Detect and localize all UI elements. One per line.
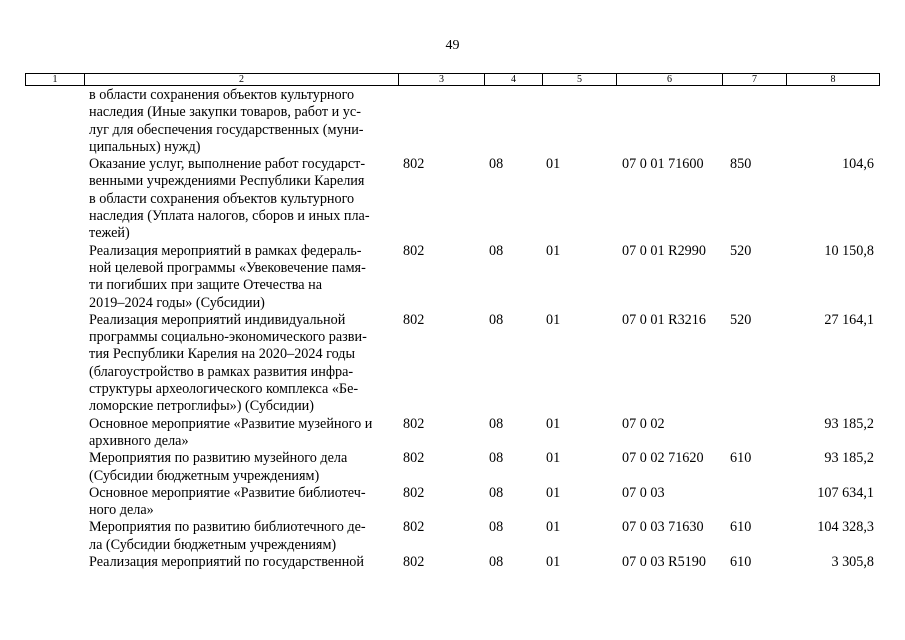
row-name (89, 243, 399, 312)
row-grbs: 802 (403, 311, 425, 328)
row-grbs: 802 (403, 484, 425, 501)
row-target-article: 07 0 01 71600 (622, 156, 704, 173)
table-row (25, 312, 880, 416)
row-name (89, 485, 399, 520)
row-section: 08 (489, 242, 504, 259)
row-name (89, 519, 399, 554)
page-number: 49 (445, 38, 460, 53)
row-name-line: архивного дела» (89, 432, 189, 449)
row-name-line: Мероприятия по развитию музейного дела (89, 450, 348, 467)
header-cell-7: 7 (723, 74, 787, 85)
header-cell-2: 2 (85, 74, 399, 85)
header-cell-4: 4 (485, 74, 543, 85)
row-amount: 27 164,1 (824, 311, 874, 328)
row-target-article: 07 0 02 (622, 415, 665, 432)
row-name-line: наследия (Иные закупки товаров, работ и ус- (89, 104, 361, 121)
row-target-article: 07 0 03 R5190 (622, 554, 706, 571)
row-name-line: ла (Субсидии бюджетным учреждениям) (89, 536, 337, 553)
row-target-article: 07 0 03 71630 (622, 519, 704, 536)
row-name-line: тия Республики Карелия на 2020–2024 годы (89, 346, 356, 363)
row-name (89, 156, 399, 242)
row-name-line: (Субсидии бюджетным учреждениям) (89, 467, 320, 484)
row-name-line: Мероприятия по развитию библиотечного де- (89, 519, 366, 536)
row-subsection: 01 (546, 519, 561, 536)
row-name-line: Реализация мероприятий по государственной (89, 554, 364, 571)
header-cell-6: 6 (617, 74, 723, 85)
row-grbs: 802 (403, 450, 425, 467)
row-grbs: 802 (403, 242, 425, 259)
header-cell-8: 8 (830, 74, 836, 85)
row-name-line: ципальных) нужд) (89, 138, 201, 155)
row-section: 08 (489, 519, 504, 536)
row-target-article: 07 0 03 (622, 484, 665, 501)
row-name-line: Основное мероприятие «Развитие библиотеч- (89, 484, 366, 501)
row-name-line: ти погибших при защите Отечества на (89, 277, 323, 294)
row-name (89, 87, 399, 156)
row-expense-type: 610 (730, 450, 752, 467)
row-grbs: 802 (403, 519, 425, 536)
row-amount: 107 634,1 (817, 484, 874, 501)
row-name-line: Основное мероприятие «Развитие музейного и (89, 415, 373, 432)
row-section: 08 (489, 450, 504, 467)
row-section: 08 (489, 415, 504, 432)
row-subsection: 01 (546, 156, 561, 173)
table-row (25, 485, 880, 520)
row-amount: 104 328,3 (817, 519, 874, 536)
row-subsection: 01 (546, 242, 561, 259)
row-name-line: тежей) (89, 225, 130, 242)
row-name-line: ломорские петроглифы») (Субсидии) (89, 398, 314, 415)
row-name-line: структуры археологического комплекса «Бе- (89, 381, 359, 398)
row-name-line: венными учреждениями Республики Карелия (89, 173, 365, 190)
row-name-line: луг для обеспечения государственных (муни- (89, 121, 364, 138)
row-target-article: 07 0 01 R2990 (622, 242, 706, 259)
table-row (25, 416, 880, 451)
row-section: 08 (489, 311, 504, 328)
row-section: 08 (489, 554, 504, 571)
header-cell-5: 5 (543, 74, 617, 85)
row-name (89, 554, 399, 571)
row-name-line: (благоустройство в рамках развития инфра- (89, 363, 354, 380)
row-subsection: 01 (546, 415, 561, 432)
row-name-line: в области сохранения объектов культурного (89, 190, 355, 207)
table-row (25, 243, 880, 312)
header-cell-1: 1 (26, 74, 85, 85)
row-target-article: 07 0 02 71620 (622, 450, 704, 467)
row-section: 08 (489, 484, 504, 501)
row-section: 08 (489, 156, 504, 173)
row-amount: 10 150,8 (824, 242, 874, 259)
row-name (89, 312, 399, 416)
row-name (89, 450, 399, 485)
row-name-line: 2019–2024 годы» (Субсидии) (89, 294, 265, 311)
row-name-line: Реализация мероприятий в рамках федераль- (89, 242, 362, 259)
row-name-line: программы социально-экономического разви- (89, 329, 367, 346)
row-expense-type: 850 (730, 156, 752, 173)
row-expense-type: 520 (730, 311, 752, 328)
row-name-line: ной целевой программы «Увековечение памя- (89, 259, 366, 276)
row-name-line: в области сохранения объектов культурного (89, 87, 355, 103)
table-row (25, 450, 880, 485)
table-row (25, 519, 880, 554)
row-subsection: 01 (546, 484, 561, 501)
row-name (89, 416, 399, 451)
table-row (25, 554, 880, 571)
row-amount: 104,6 (842, 156, 874, 173)
row-grbs: 802 (403, 415, 425, 432)
row-amount: 93 185,2 (824, 450, 874, 467)
table-row (25, 87, 880, 156)
table-row (25, 156, 880, 243)
row-target-article: 07 0 01 R3216 (622, 311, 706, 328)
row-subsection: 01 (546, 311, 561, 328)
row-amount: 93 185,2 (824, 415, 874, 432)
table-body (25, 87, 880, 571)
row-amount: 3 305,8 (831, 554, 874, 571)
row-name-line: ного дела» (89, 502, 154, 519)
row-expense-type: 520 (730, 242, 752, 259)
row-name-line: Реализация мероприятий индивидуальной (89, 311, 346, 328)
table-header-row (25, 73, 880, 86)
row-grbs: 802 (403, 156, 425, 173)
row-name-line: Оказание услуг, выполнение работ государст- (89, 156, 366, 173)
header-cell-3: 3 (399, 74, 485, 85)
row-subsection: 01 (546, 554, 561, 571)
row-expense-type: 610 (730, 519, 752, 536)
row-grbs: 802 (403, 554, 425, 571)
row-expense-type: 610 (730, 554, 752, 571)
row-name-line: наследия (Уплата налогов, сборов и иных пла- (89, 208, 370, 225)
row-subsection: 01 (546, 450, 561, 467)
